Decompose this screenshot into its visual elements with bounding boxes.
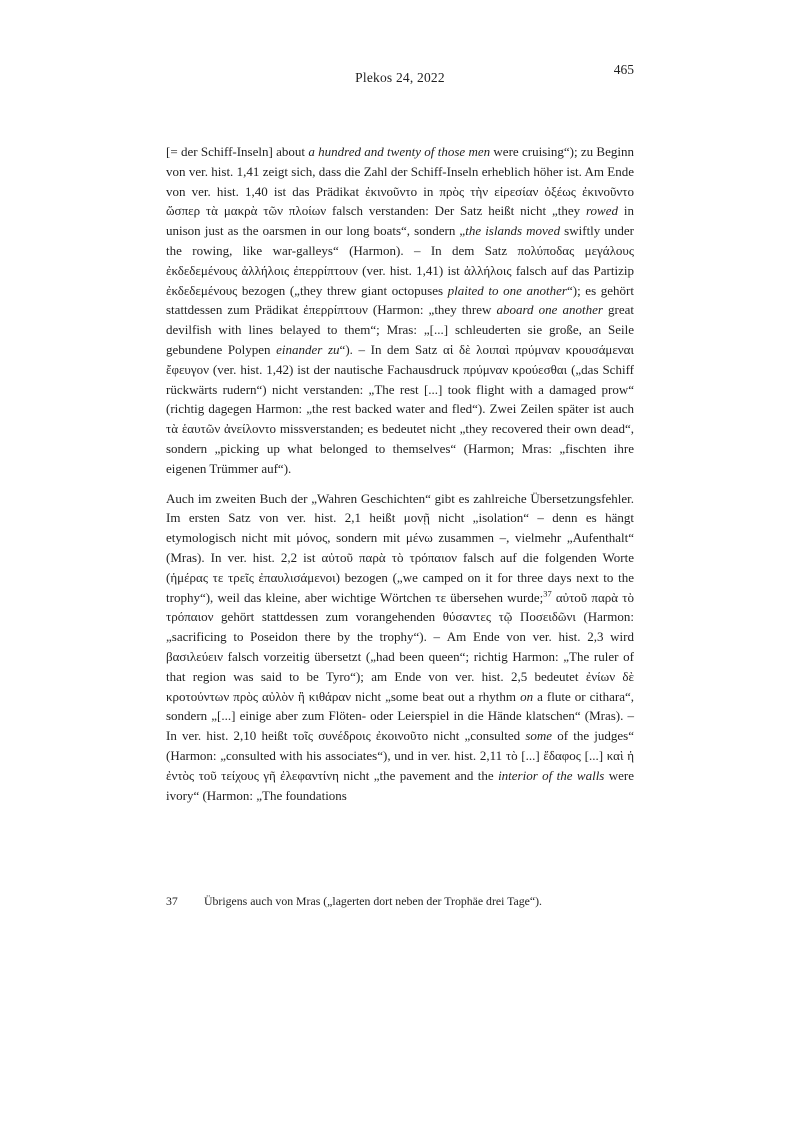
text-run: great devilfish with lines belayed to them“; Mras: „[...] schleuderten sie große, an Seile gebundene Polypen [166, 302, 635, 357]
italic-run: some [525, 728, 553, 744]
footnote-ref: 37 [543, 588, 552, 599]
italic-run: rowed [585, 203, 619, 219]
page-number: 465 [613, 62, 634, 77]
italic-run: einander zu [276, 341, 340, 357]
running-head: Plekos 24, 2022 [355, 70, 445, 85]
footnote-number: 37 [166, 894, 178, 908]
text-run: “); es gehört stattdessen zum Prädikat ἐπερρίπτουν (Harmon: „they threw [166, 282, 634, 318]
text-run: were ivory“ (Harmon: „The foundations [166, 767, 634, 803]
text-run: were cruising“); zu Beginn von ver. hist. 1,41 zeigt sich, dass die Zahl der Schiff-Inseln erheblich höher ist. Am Ende von ver. hist. 1,40 ist das Prädikat ἐκινοῦντο in πρὸς τὴν εἰρεσίαν ὀξέως ἐκινοῦντο ὥσπερ τὰ μακρὰ τῶν πλοίων falsch verstanden: Der Satz heißt nicht „they [166, 144, 634, 219]
text-run: a flute or cithara“, sondern „[...] einige aber zum Flöten- oder Leierspiel in die Hände klatschen“ (Mras). – In ver. hist. 2,10 heißt τοῖς συνέδροις ἐκοινοῦτο nicht „consulted [166, 688, 634, 744]
text-run: “). – In dem Satz αἱ δὲ λοιπαὶ πρύμναν κρουσάμεναι ἔφευγον (ver. hist. 1,42) ist der nautische Fachausdruck πρύμναν κρούεσθαι („das Schiff rückwärts rudern“) nicht verstanden: „The rest [...] took flight with a damaged prow“ (richtig dagegen Harmon: „the rest backed water and fled“). Zwei Zeilen später ist auch τὰ ἑαυτῶν ἀνείλοντο missverstanden; es bedeutet nicht „they recovered their own dead“, sondern „picking up what belonged to themselves“ (Harmon; Mras: „fischten ihre eigenen Trümmer auf“). [166, 341, 634, 476]
italic-run: plaited to one another [447, 282, 567, 298]
text-run: αὐτοῦ παρὰ τὸ τρόπαιον gehört stattdessen zum vorangehenden θύσαντες τῷ Ποσειδῶνι (Harmon: „sacrificing to Poseidon there by the trophy“). – Am Ende von ver. hist. 2,3 wird βασιλεύειν falsch vorzeitig übersetzt („had been queen“; richtig Harmon: „The ruler of that region was said to be Tyro“); am Ende von ver. hist. 2,5 bedeutet ἐνίων δὲ κροτούντων πρὸς αὐλὸν ἢ κιθάραν nicht „some beat out a rhythm [166, 589, 634, 704]
italic-run: interior of the walls [498, 767, 605, 783]
italic-run: on [520, 688, 534, 704]
text-run: [= der Schiff-Inseln] about [166, 144, 309, 159]
italic-run: the islands moved [465, 223, 561, 239]
italic-run: aboard one another [496, 302, 603, 318]
text-run: in unison just as the oarsmen in our long boats“, sondern „ [166, 203, 634, 239]
footnote-text [204, 893, 634, 910]
paragraph [166, 489, 634, 806]
paragraph [166, 142, 634, 479]
text-run: Übrigens auch von Mras („lagerten dort neben der Trophäe drei Tage“). [204, 894, 543, 908]
italic-run: a hundred and twenty of those men [308, 144, 491, 159]
body-paragraphs [166, 142, 634, 805]
footnote [166, 893, 634, 910]
text-run: swiftly under the rowing, like war-galleys“ (Harmon). – In dem Satz πολύποδας μεγάλους ἐκδεδεμένους ἀλλήλοις ἐπερρίπτουν (ver. hist. 1,41) ist ἀλλήλοις falsch auf das Partizip ἐκδεδεμένους bezogen („they threw giant octopuses [166, 223, 634, 298]
text-run: of the judges“ (Harmon: „consulted with his associates“), und in ver. hist. 2,11 τὸ [...] ἔδαφος [...] καὶ ἡ ἐντὸς τοῦ τείχους γῆ ἐλεφαντίνη nicht „the pavement and the [166, 728, 634, 783]
text-run: Auch im zweiten Buch der „Wahren Geschichten“ gibt es zahlreiche Übersetzungsfehler. Im ersten Satz von ver. hist. 2,1 heißt μονῇ nicht „isolation“ – denn es hängt etymologisch nicht mit μόνος, sondern mit μένω zusammen –, vielmehr „Aufenthalt“ (Mras). In ver. hist. 2,2 ist αὐτοῦ παρὰ τὸ τρόπαιον falsch auf die folgenden Worte (ἡμέρας τε τρεῖς ἐπαυλισάμενοι) bezogen („we camped on it for three days next to the trophy“), weil das kleine, aber wichtige Wörtchen τε übersehen wurde; [166, 490, 634, 605]
